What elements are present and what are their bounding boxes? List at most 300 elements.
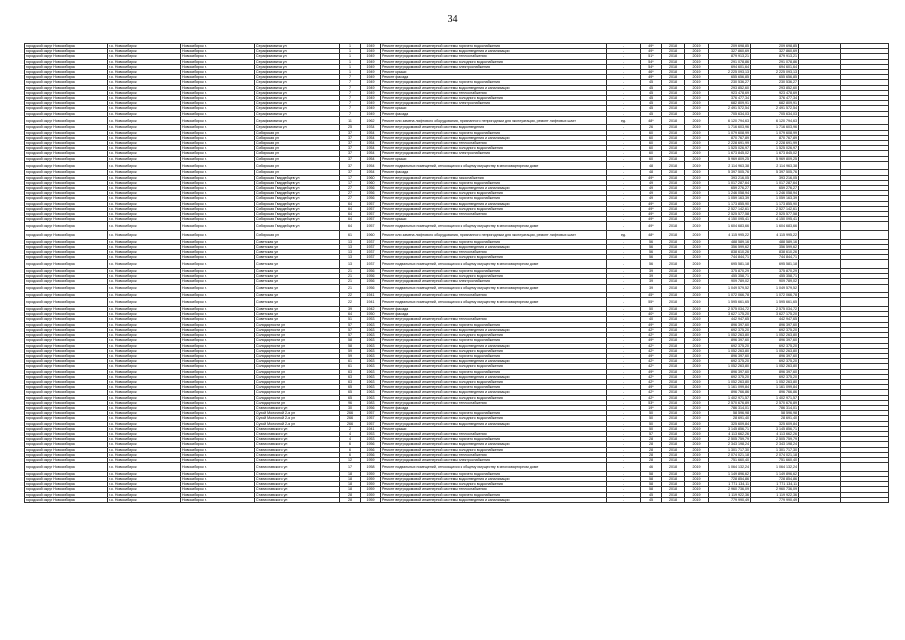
total-cell: 705 634,03 — [751, 111, 799, 116]
cost-cell: 786 314,01 — [709, 405, 751, 410]
build-year-cell: 1937 — [361, 239, 381, 244]
work-type-cell: Ремонт внутридомовой инженерной системы электроснабжения — [381, 101, 607, 106]
year-end-cell: 2019 — [685, 212, 709, 217]
work-type-cell: Ремонт внутридомовой инженерной системы водоотведения — [381, 125, 607, 130]
wear-cell: 58 — [641, 487, 662, 492]
unit-cell: - — [607, 279, 641, 284]
total-cell: 1 149 896,62 — [751, 471, 799, 476]
house-number-cell: 39 — [340, 307, 361, 312]
locality-cell: Новосибирск г. — [181, 260, 255, 269]
locality-cell: Новосибирск г. — [181, 353, 255, 358]
page-number: 34 — [447, 14, 458, 25]
cost-cell: 327 860,69 — [709, 49, 751, 54]
house-number-cell: 2 — [340, 426, 361, 431]
street-cell: Советская ул — [255, 250, 340, 255]
district-cell: городской округ Новосибирск — [25, 64, 108, 69]
total-cell: 695 581,18 — [751, 260, 799, 269]
year-start-cell: 2018 — [662, 244, 685, 249]
cost-cell: 2 228 691,99 — [709, 141, 751, 146]
build-year-cell: 1958 — [361, 463, 381, 472]
year-start-cell: 2018 — [662, 130, 685, 135]
total-cell: 786 314,01 — [751, 405, 799, 410]
locality-cell: Новосибирск г. — [181, 161, 255, 170]
locality-cell: Новосибирск г. — [181, 307, 255, 312]
work-type-cell: Ремонт подвальных помещений, относящихся к общему имуществу в многоквартирном доме — [381, 298, 607, 307]
street-cell: Сибирская ул — [255, 161, 340, 170]
district-cell: городской округ Новосибирск — [25, 130, 108, 135]
cost-cell: 1 064 132,24 — [709, 463, 751, 472]
district-cell: городской округ Новосибирск — [25, 312, 108, 317]
work-type-cell: Ремонт внутридомовой инженерной системы водоотведения и канализации — [381, 201, 607, 206]
locality-cell: Новосибирск г. — [181, 400, 255, 405]
cost-cell: 692 375,20 — [709, 343, 751, 348]
unit-cell: - — [607, 75, 641, 80]
cost-cell: 2 505 759,79 — [709, 437, 751, 442]
street-cell: Серафимовича ул — [255, 49, 340, 54]
total-cell: 1 059 163,39 — [751, 196, 799, 201]
street-cell: Сухой Молочной 2-я ул — [255, 416, 340, 421]
table-row — [25, 161, 889, 170]
street-cell: Советская ул — [255, 260, 340, 269]
house-number-cell: 17 — [340, 180, 361, 185]
build-year-cell: 1956 — [361, 284, 381, 293]
locality-cell: Новосибирск г. — [181, 201, 255, 206]
house-number-cell: 96 — [340, 400, 361, 405]
street-cell: Сибирская Гвардейцев ул — [255, 222, 340, 231]
street-cell: Серафимовича ул — [255, 96, 340, 101]
work-type-cell: Ремонт внутридомовой инженерной системы теплоснабжения — [381, 317, 607, 322]
locality-cell: Новосибирск г. — [181, 85, 255, 90]
work-type-cell: Ремонт крыши — [381, 106, 607, 111]
build-year-cell: 1957 — [361, 201, 381, 206]
city-cell: г.о. Новосибирск — [108, 269, 181, 274]
wear-cell: 49* — [641, 385, 662, 390]
unit-cell: - — [607, 284, 641, 293]
year-end-cell: 2019 — [685, 130, 709, 135]
work-type-cell: Ремонт внутридомовой инженерной системы водоотведения и канализации — [381, 390, 607, 395]
wear-cell: 60 — [641, 130, 662, 135]
cost-cell: 692 375,20 — [709, 327, 751, 332]
house-number-cell: 37 — [340, 161, 361, 170]
wear-cell: 50 — [641, 416, 662, 421]
street-cell: Сибирская ул — [255, 130, 340, 135]
cost-cell: 695 581,18 — [709, 260, 751, 269]
wear-cell: 49* — [641, 222, 662, 231]
house-number-cell: 7 — [340, 90, 361, 95]
locality-cell: Новосибирск г. — [181, 90, 255, 95]
year-end-cell: 2019 — [685, 343, 709, 348]
build-year-cell: 1963 — [361, 369, 381, 374]
unit-cell: - — [607, 390, 641, 395]
house-number-cell: 22 — [340, 298, 361, 307]
district-cell: городской округ Новосибирск — [25, 85, 108, 90]
empty-cell — [841, 463, 889, 472]
total-cell: 1 052 263,80 — [751, 379, 799, 384]
total-cell: 692 375,20 — [751, 359, 799, 364]
year-start-cell: 2018 — [662, 369, 685, 374]
work-type-cell: Ремонт внутридомовой инженерной системы горячего водоснабжения — [381, 180, 607, 185]
year-start-cell: 2018 — [662, 175, 685, 180]
unit-cell: - — [607, 196, 641, 201]
district-cell: городской округ Новосибирск — [25, 141, 108, 146]
wear-cell: 45 — [641, 101, 662, 106]
year-end-cell: 2019 — [685, 359, 709, 364]
empty-cell — [799, 116, 841, 125]
build-year-cell: 1959 — [361, 471, 381, 476]
year-end-cell: 2019 — [685, 135, 709, 140]
work-type-cell: Ремонт внутридомовой инженерной системы водоотведения и канализации — [381, 497, 607, 502]
table-row — [25, 260, 889, 269]
year-start-cell: 2018 — [662, 359, 685, 364]
city-cell: г.о. Новосибирск — [108, 359, 181, 364]
wear-cell: 39 — [641, 279, 662, 284]
year-end-cell: 2019 — [685, 180, 709, 185]
year-end-cell: 2019 — [685, 482, 709, 487]
city-cell: г.о. Новосибирск — [108, 338, 181, 343]
city-cell: г.о. Новосибирск — [108, 431, 181, 436]
cost-cell: 1 604 683,66 — [709, 222, 751, 231]
street-cell: Солидарности ул — [255, 322, 340, 327]
city-cell: г.о. Новосибирск — [108, 59, 181, 64]
unit-cell: - — [607, 170, 641, 175]
cost-cell: 2 570 676,89 — [709, 400, 751, 405]
house-number-cell: 11 — [340, 116, 361, 125]
total-cell: 923 478,69 — [751, 90, 799, 95]
street-cell: Советская ул — [255, 244, 340, 249]
locality-cell: Новосибирск г. — [181, 348, 255, 353]
house-number-cell: 7 — [340, 111, 361, 116]
total-cell: 1 072 066,78 — [751, 293, 799, 298]
work-type-cell: Ремонт подвальных помещений, относящихся к общему имуществу в многоквартирном доме — [381, 222, 607, 231]
city-cell: г.о. Новосибирск — [108, 85, 181, 90]
work-type-cell: Ремонт внутридомовой инженерной системы горячего водоснабжения — [381, 353, 607, 358]
work-type-cell: Ремонт внутридомовой инженерной системы горячего водоснабжения — [381, 492, 607, 497]
year-start-cell: 2018 — [662, 411, 685, 416]
district-cell: городской округ Новосибирск — [25, 96, 108, 101]
total-cell: 896 397,60 — [751, 353, 799, 358]
city-cell: г.о. Новосибирск — [108, 75, 181, 80]
city-cell: г.о. Новосибирск — [108, 175, 181, 180]
work-type-cell: Ремонт внутридомовой инженерной системы горячего водоснабжения — [381, 80, 607, 85]
work-type-cell: Ремонт внутридомовой инженерной системы холодного водоснабжения — [381, 191, 607, 196]
year-end-cell: 2019 — [685, 70, 709, 75]
district-cell: городской округ Новосибирск — [25, 431, 108, 436]
work-type-cell: Ремонт внутридомовой инженерной системы водоотведения и канализации — [381, 442, 607, 447]
street-cell: Серафимовича ул — [255, 85, 340, 90]
locality-cell: Новосибирск г. — [181, 385, 255, 390]
city-cell: г.о. Новосибирск — [108, 385, 181, 390]
work-type-cell: Ремонт внутридомовой инженерной системы водоотведения и канализации — [381, 186, 607, 191]
city-cell: г.о. Новосибирск — [108, 244, 181, 249]
year-end-cell: 2019 — [685, 395, 709, 400]
city-cell: г.о. Новосибирск — [108, 426, 181, 431]
cost-cell: 1 052 263,80 — [709, 348, 751, 353]
wear-cell: 56 — [641, 250, 662, 255]
city-cell: г.о. Новосибирск — [108, 348, 181, 353]
total-cell: 1 301 717,30 — [751, 447, 799, 452]
house-number-cell: 28 — [340, 492, 361, 497]
year-end-cell: 2019 — [685, 390, 709, 395]
year-start-cell: 2018 — [662, 135, 685, 140]
locality-cell: Новосибирск г. — [181, 293, 255, 298]
street-cell: Солидарности ул — [255, 400, 340, 405]
year-end-cell: 2019 — [685, 244, 709, 249]
cost-cell: 209 698,85 — [709, 44, 751, 49]
work-type-cell: Ремонт фасада — [381, 405, 607, 410]
unit-cell: - — [607, 353, 641, 358]
street-cell: Сибирская Гвардейцев ул — [255, 196, 340, 201]
district-cell: городской округ Новосибирск — [25, 405, 108, 410]
unit-cell: - — [607, 80, 641, 85]
unit-cell: - — [607, 348, 641, 353]
build-year-cell: 1949 — [361, 49, 381, 54]
table-row — [25, 298, 889, 307]
locality-cell: Новосибирск г. — [181, 457, 255, 462]
unit-cell: - — [607, 405, 641, 410]
city-cell: г.о. Новосибирск — [108, 416, 181, 421]
year-end-cell: 2019 — [685, 146, 709, 151]
wear-cell: 49* — [641, 201, 662, 206]
unit-cell: - — [607, 175, 641, 180]
house-number-cell: 57 — [340, 327, 361, 332]
unit-cell: - — [607, 212, 641, 217]
house-number-cell: 57 — [340, 333, 361, 338]
locality-cell: Новосибирск г. — [181, 135, 255, 140]
year-end-cell: 2019 — [685, 111, 709, 116]
year-start-cell: 2018 — [662, 400, 685, 405]
house-number-cell: 1 — [340, 44, 361, 49]
empty-cell — [799, 497, 841, 502]
work-type-cell: Ремонт или замена лифтового оборудования, признанного непригодным для эксплуатации, ремонт лифтовых шахт — [381, 231, 607, 240]
year-start-cell: 2018 — [662, 390, 685, 395]
city-cell: г.о. Новосибирск — [108, 343, 181, 348]
unit-cell: - — [607, 447, 641, 452]
work-type-cell: Ремонт внутридомовой инженерной системы теплоснабжения — [381, 141, 607, 146]
city-cell: г.о. Новосибирск — [108, 151, 181, 156]
total-cell: 2 505 759,79 — [751, 437, 799, 442]
unit-cell: - — [607, 437, 641, 442]
district-cell: городской округ Новосибирск — [25, 338, 108, 343]
house-number-cell: 18 — [340, 482, 361, 487]
year-start-cell: 2018 — [662, 239, 685, 244]
cost-cell: 1 017 287,64 — [709, 180, 751, 185]
build-year-cell: 1941 — [361, 293, 381, 298]
unit-cell: - — [607, 322, 641, 327]
year-start-cell: 2018 — [662, 333, 685, 338]
locality-cell: Новосибирск г. — [181, 416, 255, 421]
locality-cell: Новосибирск г. — [181, 437, 255, 442]
year-end-cell: 2019 — [685, 317, 709, 322]
locality-cell: Новосибирск г. — [181, 471, 255, 476]
cost-cell: 1 052 263,80 — [709, 333, 751, 338]
unit-cell: - — [607, 161, 641, 170]
unit-cell: - — [607, 431, 641, 436]
year-start-cell: 2018 — [662, 457, 685, 462]
locality-cell: Новосибирск г. — [181, 497, 255, 502]
wear-cell: 49 — [641, 180, 662, 185]
wear-cell: 49* — [641, 369, 662, 374]
city-cell: г.о. Новосибирск — [108, 400, 181, 405]
total-cell: 2 225 093,13 — [751, 70, 799, 75]
unit-cell: - — [607, 151, 641, 156]
year-end-cell: 2019 — [685, 54, 709, 59]
house-number-cell: 7 — [340, 75, 361, 80]
build-year-cell: 1962 — [361, 116, 381, 125]
city-cell: г.о. Новосибирск — [108, 222, 181, 231]
street-cell: Серафимовича ул — [255, 59, 340, 64]
build-year-cell: 1956 — [361, 186, 381, 191]
unit-cell: - — [607, 364, 641, 369]
year-end-cell: 2019 — [685, 239, 709, 244]
unit-cell: - — [607, 416, 641, 421]
work-type-cell: Ремонт внутридомовой инженерной системы холодного водоснабжения — [381, 364, 607, 369]
build-year-cell: 1954 — [361, 151, 381, 156]
city-cell: г.о. Новосибирск — [108, 317, 181, 322]
wear-cell: 42* — [641, 395, 662, 400]
total-cell: 1 525 026,97 — [751, 146, 799, 151]
cost-cell: 3 145 856,71 — [709, 426, 751, 431]
city-cell: г.о. Новосибирск — [108, 437, 181, 442]
unit-cell: - — [607, 255, 641, 260]
unit-cell: - — [607, 487, 641, 492]
unit-cell: - — [607, 338, 641, 343]
house-number-cell: 61 — [340, 364, 361, 369]
city-cell: г.о. Новосибирск — [108, 395, 181, 400]
wear-cell: 51* — [641, 54, 662, 59]
city-cell: г.о. Новосибирск — [108, 463, 181, 472]
total-cell: 6 120 794,63 — [751, 116, 799, 125]
build-year-cell: 1956 — [361, 442, 381, 447]
locality-cell: Новосибирск г. — [181, 284, 255, 293]
district-cell: городской округ Новосибирск — [25, 191, 108, 196]
work-type-cell: Ремонт внутридомовой инженерной системы горячего водоснабжения — [381, 196, 607, 201]
house-number-cell: 1 — [340, 70, 361, 75]
year-end-cell: 2019 — [685, 206, 709, 211]
build-year-cell: 1954 — [361, 135, 381, 140]
build-year-cell: 1959 — [361, 457, 381, 462]
locality-cell: Новосибирск г. — [181, 49, 255, 54]
total-cell: 1 079 608,99 — [751, 130, 799, 135]
city-cell: г.о. Новосибирск — [108, 255, 181, 260]
house-number-cell: 6 — [340, 452, 361, 457]
year-end-cell: 2019 — [685, 250, 709, 255]
street-cell: Станиславского ул — [255, 452, 340, 457]
cost-cell: 58 596,98 — [709, 411, 751, 416]
street-cell: Станиславского ул — [255, 487, 340, 492]
year-end-cell: 2019 — [685, 90, 709, 95]
table-row — [25, 284, 889, 293]
district-cell: городской округ Новосибирск — [25, 279, 108, 284]
work-type-cell: Ремонт внутридомовой инженерной системы теплоснабжения — [381, 487, 607, 492]
year-start-cell: 2018 — [662, 322, 685, 327]
house-number-cell: 1 — [340, 54, 361, 59]
unit-cell: - — [607, 59, 641, 64]
cost-cell: 293 852,60 — [709, 85, 751, 90]
build-year-cell: 1949 — [361, 75, 381, 80]
total-cell: 1 771 134,11 — [751, 482, 799, 487]
total-cell: 1 604 683,66 — [751, 222, 799, 231]
locality-cell: Новосибирск г. — [181, 317, 255, 322]
cost-cell: 2 525 577,58 — [709, 212, 751, 217]
district-cell: городской округ Новосибирск — [25, 411, 108, 416]
district-cell: городской округ Новосибирск — [25, 400, 108, 405]
total-cell: 692 375,20 — [751, 327, 799, 332]
street-cell: Советская ул — [255, 298, 340, 307]
house-number-cell: 64 — [340, 217, 361, 222]
unit-cell: - — [607, 374, 641, 379]
work-type-cell: Ремонт внутридомовой инженерной системы холодного водоснабжения — [381, 482, 607, 487]
year-end-cell: 2019 — [685, 416, 709, 421]
unit-cell: - — [607, 307, 641, 312]
wear-cell: 49* — [641, 353, 662, 358]
district-cell: городской округ Новосибирск — [25, 217, 108, 222]
street-cell: Серафимовича ул — [255, 75, 340, 80]
work-type-cell: Ремонт внутридомовой инженерной системы водоотведения и канализации — [381, 343, 607, 348]
work-type-cell: Ремонт внутридомовой инженерной системы холодного водоснабжения — [381, 146, 607, 151]
district-cell: городской округ Новосибирск — [25, 293, 108, 298]
house-number-cell: 64 — [340, 222, 361, 231]
empty-cell — [841, 231, 889, 240]
work-type-cell: Ремонт внутридомовой инженерной системы горячего водоснабжения — [381, 437, 607, 442]
year-end-cell: 2019 — [685, 293, 709, 298]
build-year-cell: 1983 — [361, 400, 381, 405]
street-cell: Советская ул — [255, 255, 340, 260]
cost-cell: 2 343 198,24 — [709, 442, 751, 447]
build-year-cell: 1957 — [361, 416, 381, 421]
empty-cell — [799, 463, 841, 472]
wear-cell: 28 — [641, 447, 662, 452]
street-cell: Солидарности ул — [255, 338, 340, 343]
house-number-cell: 63 — [340, 369, 361, 374]
cost-cell: 4 115 995,22 — [709, 231, 751, 240]
work-type-cell: Ремонт внутридомовой инженерной системы холодного водоснабжения — [381, 96, 607, 101]
year-end-cell: 2019 — [685, 106, 709, 111]
cost-cell: 692 375,20 — [709, 374, 751, 379]
cost-cell: 6 120 794,63 — [709, 116, 751, 125]
total-cell: 682 809,91 — [751, 101, 799, 106]
district-cell: городской округ Новосибирск — [25, 111, 108, 116]
district-cell: городской округ Новосибирск — [25, 231, 108, 240]
unit-cell: - — [607, 476, 641, 481]
wear-cell: 56 — [641, 239, 662, 244]
unit-cell: - — [607, 269, 641, 274]
city-cell: г.о. Новосибирск — [108, 54, 181, 59]
unit-cell: - — [607, 452, 641, 457]
total-cell: 2 527 142,61 — [751, 206, 799, 211]
street-cell: Сибирская ул — [255, 231, 340, 240]
district-cell: городской округ Новосибирск — [25, 201, 108, 206]
locality-cell: Новосибирск г. — [181, 101, 255, 106]
city-cell: г.о. Новосибирск — [108, 482, 181, 487]
total-cell: 5 397 505,76 — [751, 170, 799, 175]
unit-cell: - — [607, 395, 641, 400]
unit-cell: - — [607, 244, 641, 249]
year-end-cell: 2019 — [685, 385, 709, 390]
work-type-cell: Ремонт внутридомовой инженерной системы теплоснабжения — [381, 400, 607, 405]
wear-cell: 48* — [641, 116, 662, 125]
year-start-cell: 2018 — [662, 80, 685, 85]
locality-cell: Новосибирск г. — [181, 298, 255, 307]
year-end-cell: 2019 — [685, 442, 709, 447]
city-cell: г.о. Новосибирск — [108, 298, 181, 307]
work-type-cell: Ремонт внутридомовой инженерной системы холодного водоснабжения — [381, 59, 607, 64]
year-start-cell: 2018 — [662, 146, 685, 151]
locality-cell: Новосибирск г. — [181, 111, 255, 116]
district-cell: городской округ Новосибирск — [25, 353, 108, 358]
unit-cell: - — [607, 125, 641, 130]
unit-cell: - — [607, 379, 641, 384]
build-year-cell: 1937 — [361, 260, 381, 269]
